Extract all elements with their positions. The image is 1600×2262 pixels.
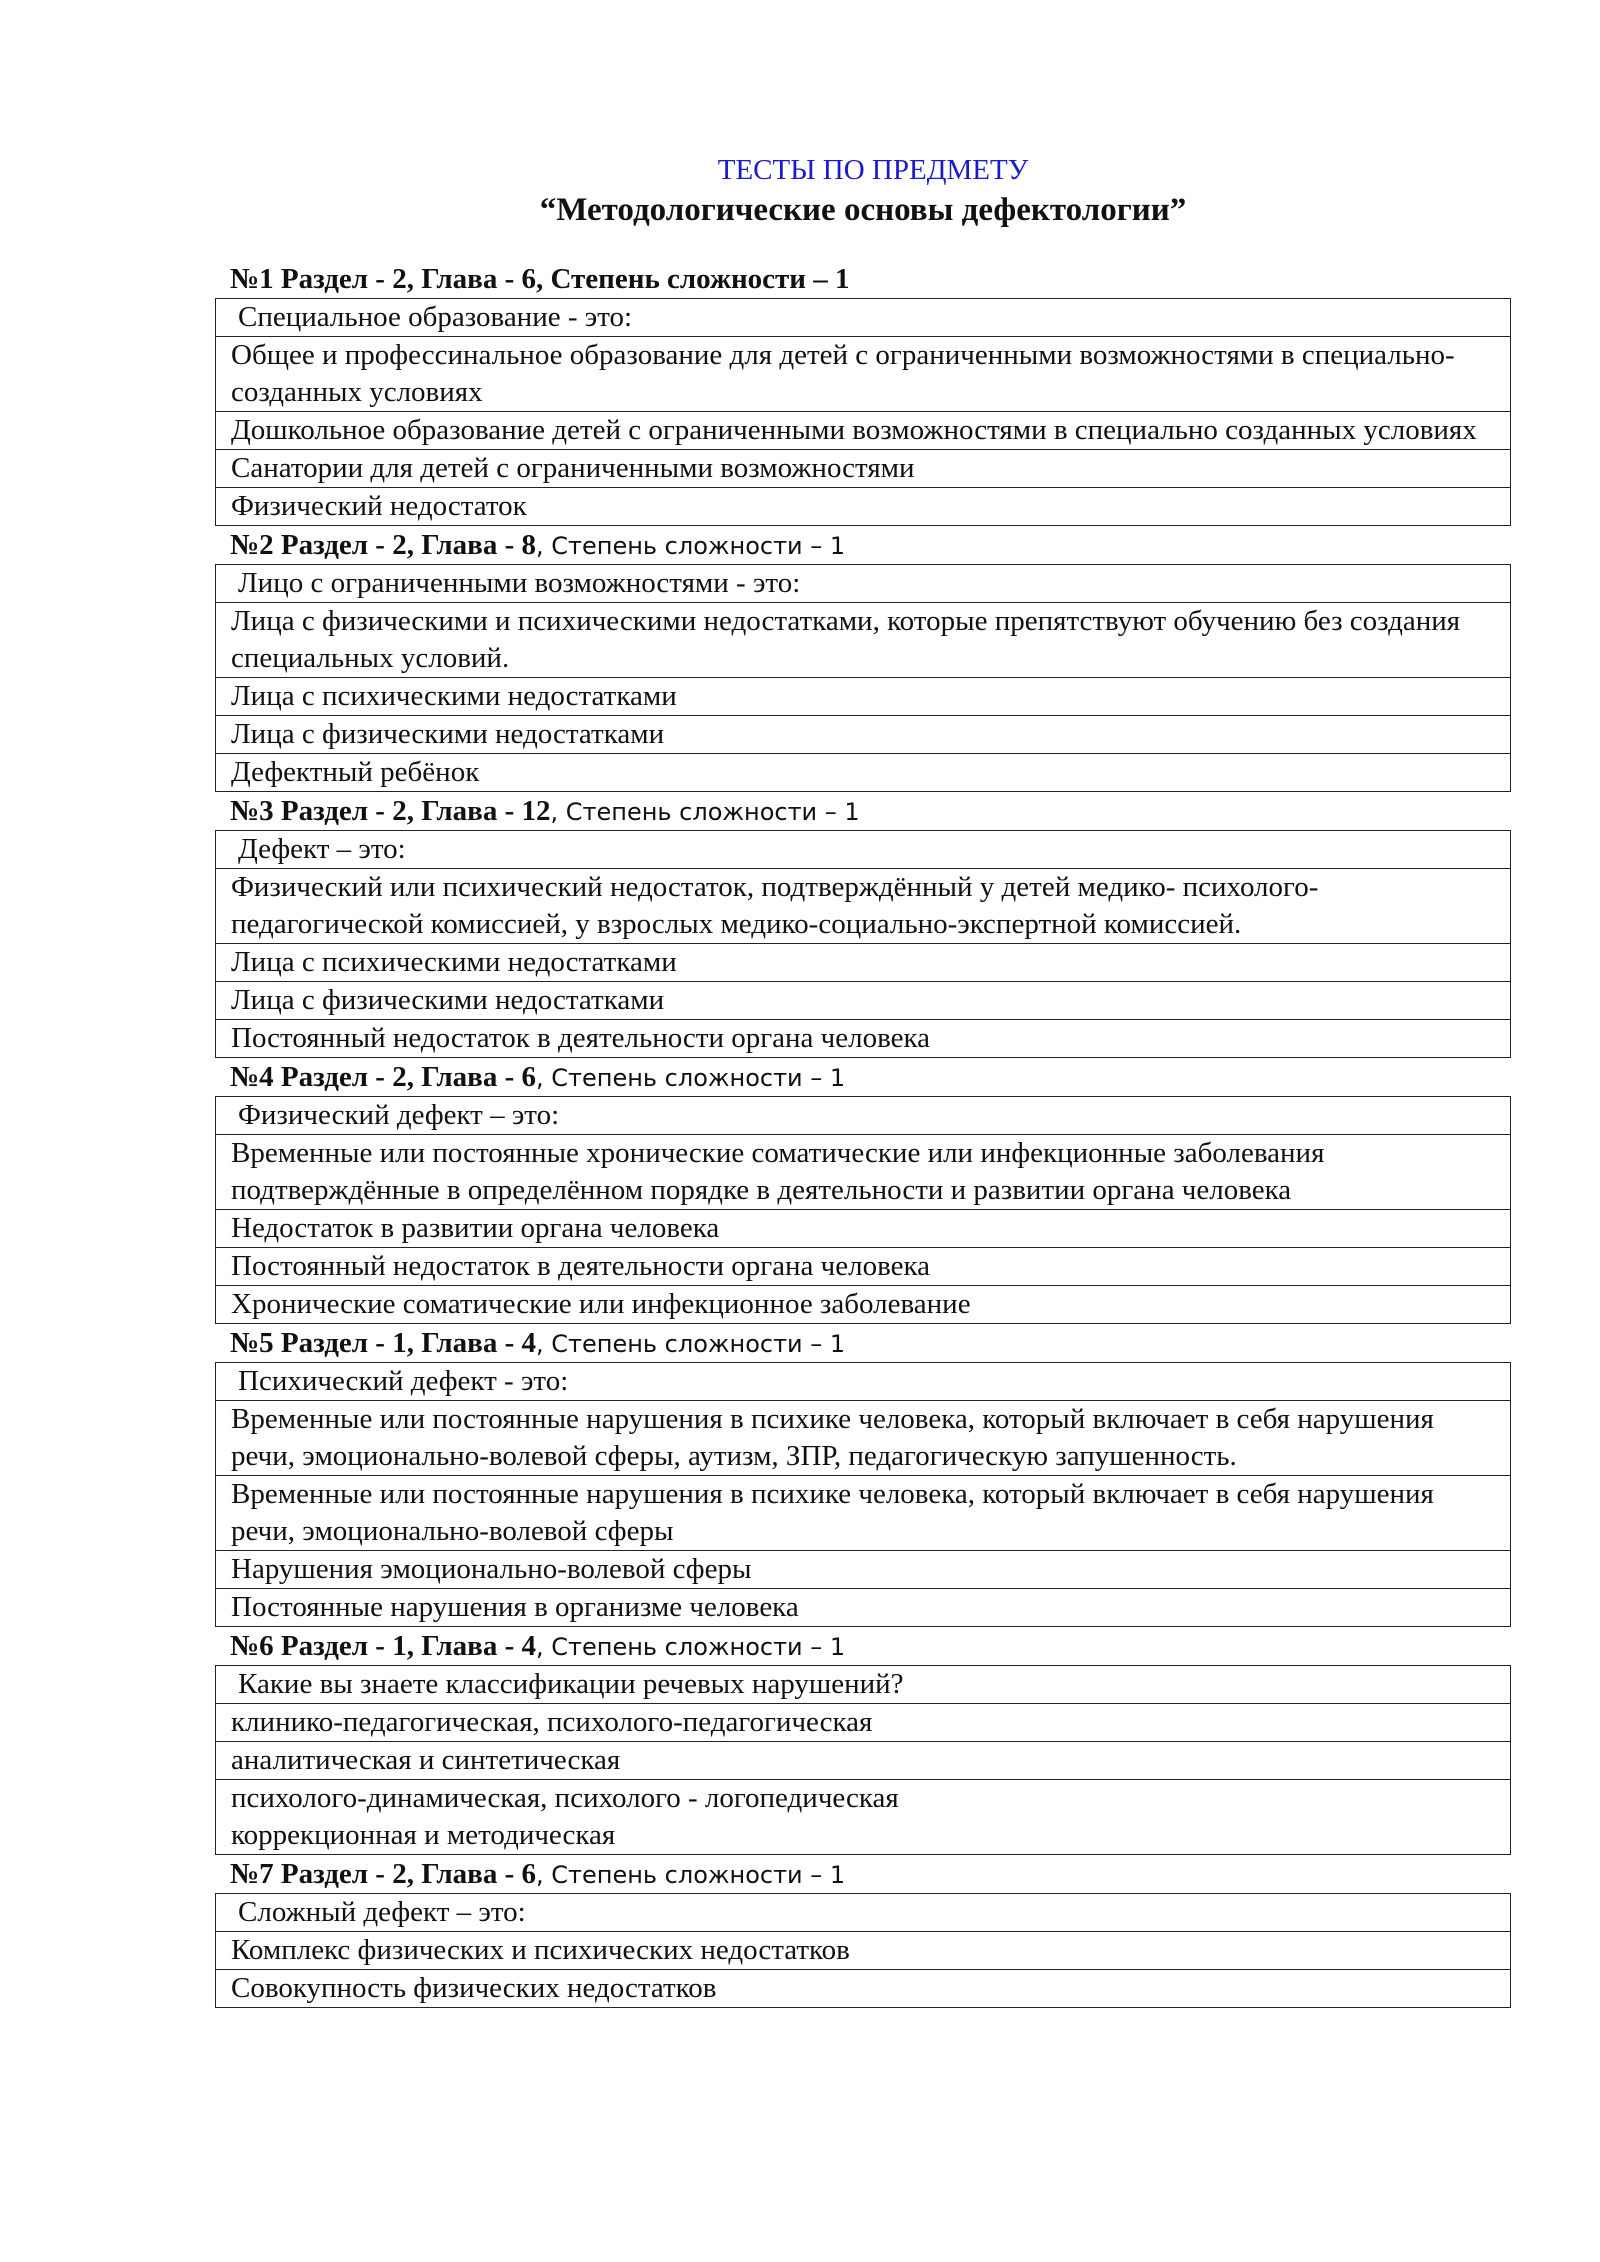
question-header-difficulty: , Степень сложности – 1: [550, 798, 860, 826]
question-prompt: Лицо с ограниченными возможностями - это:: [216, 565, 1511, 603]
answer-option-row: [216, 1286, 1511, 1324]
answer-option-row: [216, 450, 1511, 488]
document-title-main: “Методологические основы дефектологии”: [539, 192, 1187, 228]
answer-option: Постоянные нарушения в организме человека: [216, 1589, 1511, 1627]
answer-option: Недостаток в развитии органа человека: [216, 1210, 1511, 1248]
answer-option: клинико-педагогическая, психолого-педагогическая: [216, 1704, 1511, 1742]
question-prompt-row: [216, 565, 1511, 603]
question-header: [215, 1058, 1511, 1096]
answer-option-row: [216, 603, 1511, 678]
answer-option-row: [216, 1589, 1511, 1627]
question-header-main: №4 Раздел - 2, Глава - 6: [230, 1061, 536, 1093]
question-header-main: №1 Раздел - 2, Глава - 6, Степень сложности – 1: [230, 263, 850, 295]
question-header-main: №3 Раздел - 2, Глава - 12: [230, 795, 551, 827]
answer-option-row: [216, 412, 1511, 450]
question-prompt-row: [216, 299, 1511, 337]
answer-option: Временные или постоянные нарушения в психике человека, который включает в себя нарушения речи, эмоционально-волевой сферы: [216, 1476, 1511, 1551]
answer-option: Хронические соматические или инфекционное заболевание: [216, 1286, 1511, 1324]
question-block: [215, 1855, 1511, 2008]
question-prompt: Какие вы знаете классификации речевых нарушений?: [216, 1666, 1511, 1704]
question-table: [215, 1665, 1511, 1855]
question-prompt: Специальное образование - это:: [216, 299, 1511, 337]
answer-option-row: [216, 1476, 1511, 1551]
answer-option: Комплекс физических и психических недостатков: [216, 1932, 1511, 1970]
question-header: [215, 1324, 1511, 1362]
question-prompt: Психический дефект - это:: [216, 1363, 1511, 1401]
question-table: [215, 1096, 1511, 1324]
question-header: [215, 260, 1511, 298]
question-table: [215, 1362, 1511, 1627]
answer-option-row: [216, 1401, 1511, 1476]
answer-option: Физический или психический недостаток, подтверждённый у детей медико- психолого-педагогической комиссией, у взрослых медико-социально-экспертной комиссией.: [216, 869, 1511, 944]
answer-option: Лица с психическими недостатками: [216, 944, 1511, 982]
question-block: [215, 260, 1511, 526]
answer-option-row: [216, 1551, 1511, 1589]
answer-option: Постоянный недостаток в деятельности органа человека: [216, 1020, 1511, 1058]
answer-option-row: [216, 1210, 1511, 1248]
document-page: [215, 152, 1511, 2008]
answer-option: Совокупность физических недостатков: [216, 1970, 1511, 2008]
question-header: [215, 792, 1511, 830]
answer-option-row: [216, 1742, 1511, 1780]
question-block: [215, 526, 1511, 792]
answer-option-row: [216, 1932, 1511, 1970]
question-table: [215, 564, 1511, 792]
answer-option-row: [216, 982, 1511, 1020]
question-header-difficulty: , Степень сложности – 1: [535, 1330, 846, 1358]
answer-option: аналитическая и синтетическая: [216, 1742, 1511, 1780]
question-prompt-row: [216, 1666, 1511, 1704]
answer-option: Физический недостаток: [216, 488, 1511, 526]
question-prompt-row: [216, 831, 1511, 869]
answer-option: Дефектный ребёнок: [216, 754, 1511, 792]
question-table: [215, 1893, 1511, 2008]
answer-option: Дошкольное образование детей с ограниченными возможностями в специально созданных условиях: [216, 412, 1511, 450]
question-prompt: Дефект – это:: [216, 831, 1511, 869]
question-block: [215, 1058, 1511, 1324]
questions-list: [215, 260, 1511, 2008]
question-prompt-row: [216, 1097, 1511, 1135]
answer-option-row: [216, 1970, 1511, 2008]
question-prompt: Сложный дефект – это:: [216, 1894, 1511, 1932]
question-header-difficulty: , Степень сложности – 1: [535, 1633, 846, 1661]
answer-option: Временные или постоянные хронические соматические или инфекционные заболевания подтверждённые в определённом порядке в деятельности и развитии органа человека: [216, 1135, 1511, 1210]
answer-option-row: [216, 488, 1511, 526]
answer-option-row: [216, 1135, 1511, 1210]
question-block: [215, 792, 1511, 1058]
question-header-difficulty: , Степень сложности – 1: [535, 1064, 846, 1092]
answer-option: Лица с физическими недостатками: [216, 982, 1511, 1020]
question-prompt-row: [216, 1363, 1511, 1401]
answer-option-row: [216, 869, 1511, 944]
question-block: [215, 1627, 1511, 1855]
question-header: [215, 1855, 1511, 1893]
answer-option: Постоянный недостаток в деятельности органа человека: [216, 1248, 1511, 1286]
answer-option-row: [216, 1020, 1511, 1058]
question-header-difficulty: , Степень сложности – 1: [535, 1861, 846, 1889]
answer-option-row: [216, 1704, 1511, 1742]
answer-option: Санатории для детей с ограниченными возможностями: [216, 450, 1511, 488]
question-header: [215, 1627, 1511, 1665]
answer-option: Общее и профессинальное образование для детей с ограниченными возможностями в специально-созданных условиях: [216, 337, 1511, 412]
answer-option: Лица с физическими и психическими недостатками, которые препятствуют обучению без создания специальных условий.: [216, 603, 1511, 678]
question-header-difficulty: , Степень сложности – 1: [535, 532, 846, 560]
question-prompt-row: [216, 1894, 1511, 1932]
question-header-main: №5 Раздел - 1, Глава - 4: [230, 1327, 536, 1359]
answer-option-row: [216, 337, 1511, 412]
question-header-main: №6 Раздел - 1, Глава - 4: [230, 1630, 536, 1662]
question-header-main: №7 Раздел - 2, Глава - 6: [230, 1858, 536, 1890]
question-header-main: №2 Раздел - 2, Глава - 8: [230, 529, 536, 561]
answer-option-row: [216, 754, 1511, 792]
question-prompt: Физический дефект – это:: [216, 1097, 1511, 1135]
answer-option-row: [216, 1248, 1511, 1286]
answer-option: Лица с психическими недостатками: [216, 678, 1511, 716]
answer-option-row: [216, 944, 1511, 982]
answer-option: Временные или постоянные нарушения в психике человека, который включает в себя нарушения речи, эмоционально-волевой сферы, аутизм, ЗПР, педагогическую запушенность.: [216, 1401, 1511, 1476]
question-header: [215, 526, 1511, 564]
question-table: [215, 298, 1511, 526]
document-title-top: ТЕСТЫ ПО ПРЕДМЕТУ: [717, 154, 1029, 186]
answer-option: психолого-динамическая, психолого - логопедическая коррекционная и методическая: [216, 1780, 1511, 1855]
answer-option: Нарушения эмоционально-волевой сферы: [216, 1551, 1511, 1589]
answer-option-row: [216, 678, 1511, 716]
question-block: [215, 1324, 1511, 1627]
answer-option: Лица с физическими недостатками: [216, 716, 1511, 754]
answer-option-row: [216, 1780, 1511, 1855]
question-table: [215, 830, 1511, 1058]
answer-option-row: [216, 716, 1511, 754]
